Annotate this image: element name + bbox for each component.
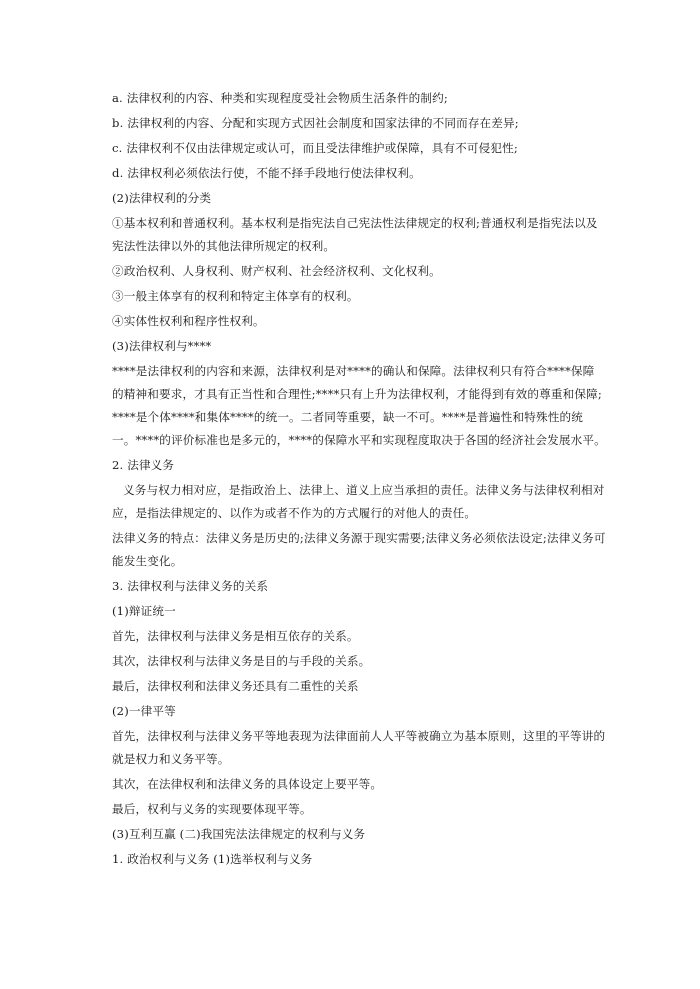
heading-rights-obligations-relation: 3. 法律权利与法律义务的关系 [112,579,269,593]
paragraph-equality-second: 其次，在法律权利和法律义务的具体设定上要平等。 [112,777,383,791]
paragraph-obligation-features: 法律义务的特点：法律义务是历史的;法律义务源于现实需要;法律义务必须依法设定;法律义务可能发生变化。 [112,531,606,568]
paragraph-a: a. 法律权利的内容、种类和实现程度受社会物质生活条件的制约; [112,91,448,105]
heading-rights-and-redacted: (3)法律权利与**** [112,339,212,353]
paragraph-classification-2: ②政治权利、人身权利、财产权利、社会经济权利、文化权利。 [112,264,441,278]
paragraph-d: d. 法律权利必须依法行使，不能不择手段地行使法律权利。 [112,166,421,180]
paragraph-c: c. 法律权利不仅由法律规定或认可，而且受法律维护或保障，具有不可侵犯性; [112,141,518,155]
paragraph-classification-4: ④实体性权利和程序性权利。 [112,314,265,328]
paragraph-b: b. 法律权利的内容、分配和实现方式因社会制度和国家法律的不同而存在差异; [112,116,519,130]
paragraph-finally: 最后，法律权利和法律义务还具有二重性的关系 [112,679,359,693]
heading-dialectical-unity: (1)辩证统一 [112,604,176,618]
paragraph-classification-3: ③一般主体享有的权利和特定主体享有的权利。 [112,289,359,303]
heading-mutual-benefit: (3)互利互赢 (二)我国宪法法律规定的权利与义务 [112,827,366,841]
paragraph-equality-finally: 最后，权利与义务的实现要体现平等。 [112,802,312,816]
paragraph-obligation-definition: 义务与权力相对应，是指政治上、法律上、道义上应当承担的责任。法律义务与法律权利相对应，是指法律规定的、以作为或者不作为的方式履行的对他人的责任。 [112,483,605,520]
paragraph-redacted-relation: ****是法律权利的内容和来源，法律权利是对****的确认和保障。法律权利只有符合****保障的精神和要求，才具有正当性和合理性;****只有上升为法律权利，才能得到有效的尊重和保障;****是个体****和集体****的统一。二者同等重要，缺一不可。****是普遍性和特殊性的统一。****的评价标准也是多元的，****的保障水平和实现程度取决于各国的经济社会发展水平。 [112,364,606,447]
paragraph-classification-1: ①基本权利和普通权利。基本权利是指宪法自己宪法性法律规定的权利;普通权利是指宪法以及宪法性法律以外的其他法律所规定的权利。 [112,216,598,253]
document-body [112,87,606,871]
paragraph-second: 其次，法律权利与法律义务是目的与手段的关系。 [112,654,371,668]
paragraph-first: 首先，法律权利与法律义务是相互依存的关系。 [112,629,359,643]
heading-classification: (2)法律权利的分类 [112,191,212,205]
paragraph-equality-first: 首先，法律权利与法律义务平等地表现为法律面前人人平等被确立为基本原则，这里的平等讲的就是权力和义务平等。 [112,729,606,766]
heading-legal-obligation: 2. 法律义务 [112,458,175,472]
heading-equality: (2)一律平等 [112,704,176,718]
heading-political-rights: 1. 政治权利与义务 (1)选举权利与义务 [112,852,313,866]
